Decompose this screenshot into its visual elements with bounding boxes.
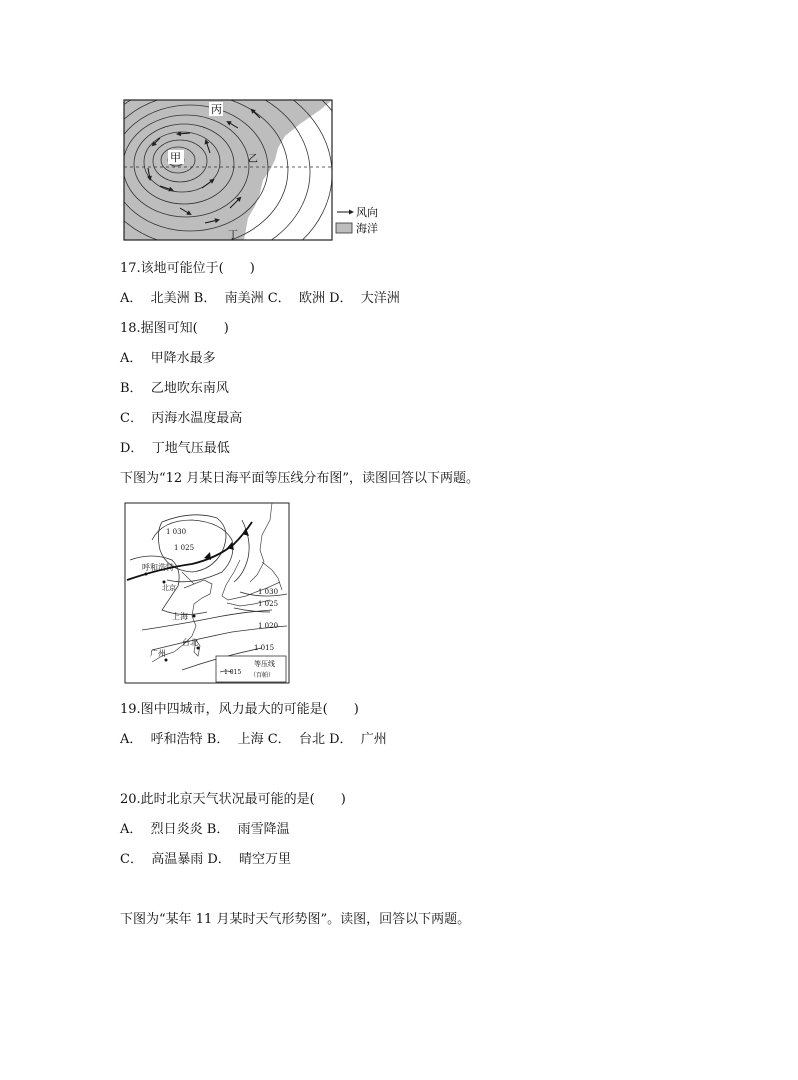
legend-ocean-swatch	[336, 223, 352, 233]
city-dot-shanghai	[193, 615, 196, 618]
isobar-1020: 1 020	[258, 622, 279, 630]
city-huhehaote: 呼和浩特	[142, 563, 174, 572]
isobar-1025-east: 1 025	[258, 600, 279, 608]
legend-title: 等压线	[254, 660, 275, 668]
q18-stem: 18.据图可知( )	[120, 321, 229, 336]
legend-wind-label: 风向	[356, 206, 378, 219]
isobar-1030-north: 1 030	[166, 528, 187, 536]
q20-options-ab: A． 烈日炎炎 B． 雨雪降温	[120, 822, 290, 837]
cyclone-map	[120, 98, 390, 244]
q18-option-c: C． 丙海水温度最高	[120, 411, 243, 426]
cyclone-map-figure	[120, 98, 390, 244]
q19-options: A． 呼和浩特 B． 上海 C． 台北 D． 广州	[120, 732, 387, 747]
q20-stem: 20.此时北京天气状况最可能的是( )	[120, 792, 346, 807]
legend-unit: （百帕）	[250, 672, 275, 679]
q17-stem: 17.该地可能位于( )	[120, 261, 255, 276]
city-dot-huhehaote	[145, 573, 148, 576]
q20-options-cd: C． 高温暴雨 D． 晴空万里	[120, 852, 292, 867]
q18-option-a: A． 甲降水最多	[120, 351, 216, 366]
q18-option-d: D． 丁地气压最低	[120, 441, 230, 456]
isobar-1025-north: 1 025	[174, 544, 195, 552]
city-dot-guangzhou	[165, 659, 168, 662]
isobar-1030-east: 1 030	[258, 588, 279, 596]
label-bing: 丙	[211, 103, 222, 116]
legend-ocean-label: 海洋	[356, 222, 378, 235]
q19-stem: 19.图中四城市，风力最大的可能是( )	[120, 702, 359, 717]
legend-isobar-value: 1 015	[224, 669, 242, 676]
label-ding: 丁	[228, 230, 238, 241]
isobar-1015: 1 015	[254, 644, 275, 652]
label-jia: 甲	[170, 151, 181, 164]
isobar-map-figure	[122, 500, 292, 686]
intro-figure3: 下图为“某年 11 月某时天气形势图”。读图，回答以下两题。	[120, 912, 471, 927]
intro-figure2: 下图为“12 月某日海平面等压线分布图”，读图回答以下两题。	[120, 471, 479, 486]
label-yi: 乙	[248, 154, 258, 165]
city-beijing: 北京	[162, 584, 176, 592]
isobar-map	[122, 500, 292, 686]
q17-options: A． 北美洲 B． 南美洲 C． 欧洲 D． 大洋洲	[120, 291, 400, 306]
city-taibei: 台北	[182, 638, 198, 647]
city-shanghai: 上海	[172, 612, 188, 621]
q18-option-b: B． 乙地吹东南风	[120, 381, 229, 396]
city-guangzhou: 广州	[150, 649, 166, 658]
